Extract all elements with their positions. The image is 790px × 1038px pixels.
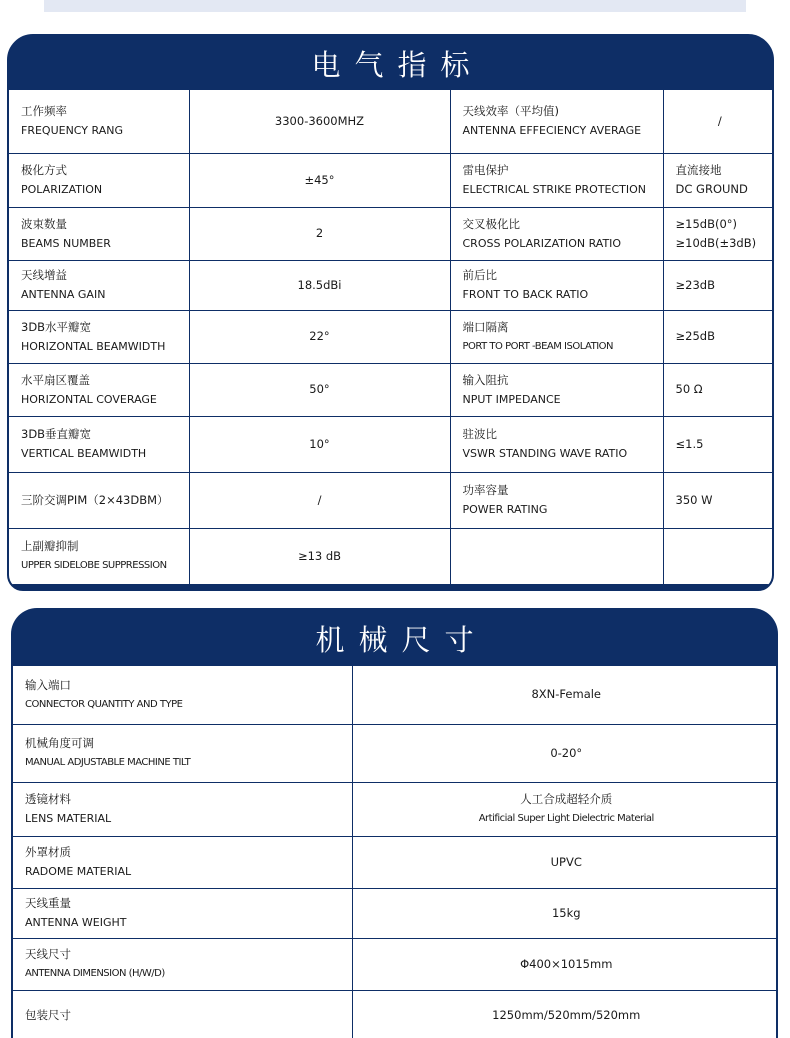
spec-label-en: UPPER SIDELOBE SUPPRESSION xyxy=(21,560,167,571)
spec-value xyxy=(189,528,450,584)
spec-value xyxy=(352,836,778,888)
spec-label-cn: 天线增益 xyxy=(21,268,67,282)
spec-label xyxy=(450,207,663,260)
spec-value xyxy=(189,363,450,416)
spec-label-en: VERTICAL BEAMWIDTH xyxy=(21,447,147,460)
spec-label-en: LENS MATERIAL xyxy=(25,812,112,825)
spec-value-text: 50° xyxy=(309,382,330,396)
spec-label xyxy=(450,310,663,363)
mechanical-section-title: 机械尺寸 xyxy=(315,622,488,657)
spec-label xyxy=(13,836,352,888)
spec-label-cn: 3DB垂直瓣宽 xyxy=(21,427,92,441)
spec-label xyxy=(450,528,663,584)
spec-label-cn: 3DB水平瓣宽 xyxy=(21,319,92,334)
spec-label xyxy=(9,153,189,207)
spec-label xyxy=(9,416,189,472)
spec-label-cn: 天线重量 xyxy=(25,896,71,910)
spec-label xyxy=(450,363,663,416)
mechanical-spec-table xyxy=(13,666,776,1038)
spec-label-cn: 水平扇区覆盖 xyxy=(21,372,90,387)
spec-label-en: POLARIZATION xyxy=(21,183,103,196)
spec-label-en: FREQUENCY RANG xyxy=(21,124,123,138)
spec-value-text: Φ400×1015mm xyxy=(520,956,613,971)
spec-value xyxy=(663,363,774,416)
spec-label-cn: 波束数量 xyxy=(21,216,67,231)
spec-value xyxy=(189,416,450,472)
spec-value xyxy=(663,207,774,260)
spec-label-cn: 输入阻抗 xyxy=(462,372,509,387)
spec-row xyxy=(9,90,774,153)
spec-label-en: ANTENNA DIMENSION (H/W/D) xyxy=(25,968,165,979)
spec-value-text: 人工合成超轻介质 xyxy=(520,792,613,806)
spec-label xyxy=(13,938,352,990)
spec-value xyxy=(189,153,450,207)
spec-row xyxy=(9,528,774,584)
spec-label xyxy=(13,666,352,724)
spec-value xyxy=(663,472,774,528)
spec-value-text: ≥13 dB xyxy=(297,548,342,563)
spec-value xyxy=(189,472,450,528)
spec-value-text: 22° xyxy=(309,329,330,343)
spec-label-en: PORT TO PORT -BEAM ISOLATION xyxy=(462,340,613,352)
spec-value xyxy=(189,90,450,153)
spec-label-en: BEAMS NUMBER xyxy=(21,236,111,250)
spec-label-cn: 外罩材质 xyxy=(25,845,71,859)
spec-row xyxy=(9,310,774,363)
spec-value-text: ≥15dB(0°) xyxy=(675,216,737,231)
spec-row xyxy=(9,153,774,207)
spec-label-cn: 输入端口 xyxy=(25,677,71,692)
spec-label-cn: 天线效率（平均值) xyxy=(462,104,559,119)
spec-label xyxy=(9,363,189,416)
spec-value xyxy=(663,260,774,310)
spec-label-cn: 前后比 xyxy=(462,268,497,282)
spec-label xyxy=(13,990,352,1038)
spec-value-text: 直流接地 xyxy=(675,163,722,177)
spec-row xyxy=(9,260,774,310)
spec-label xyxy=(9,472,189,528)
spec-row xyxy=(13,888,778,938)
spec-value-text: 10° xyxy=(309,436,330,451)
top-banner-strip xyxy=(44,0,746,12)
spec-value-text: ±45° xyxy=(304,172,335,187)
spec-value-text: ≥23dB xyxy=(675,277,715,292)
spec-value xyxy=(352,888,778,938)
spec-label-cn: 交叉极化比 xyxy=(462,216,520,231)
spec-value xyxy=(352,666,778,724)
spec-label-cn: 三阶交调PIM（2×43DBM） xyxy=(21,492,169,507)
spec-row xyxy=(13,938,778,990)
spec-value-text: 15kg xyxy=(551,905,581,920)
spec-label-en: CONNECTOR QUANTITY AND TYPE xyxy=(25,698,183,710)
spec-label xyxy=(450,472,663,528)
spec-value-text: UPVC xyxy=(550,854,582,869)
spec-label xyxy=(450,153,663,207)
spec-value-text: 2 xyxy=(315,226,324,240)
spec-row xyxy=(9,416,774,472)
spec-value-text: Artificial Super Light Dielectric Material xyxy=(478,813,654,824)
spec-value xyxy=(352,990,778,1038)
spec-label-en: FRONT TO BACK RATIO xyxy=(462,288,589,301)
spec-label xyxy=(9,90,189,153)
spec-label-cn: 上副瓣抑制 xyxy=(21,539,79,553)
spec-value xyxy=(189,260,450,310)
spec-row xyxy=(13,836,778,888)
spec-label-en: ANTENNA WEIGHT xyxy=(25,916,127,929)
spec-value-text: 18.5dBi xyxy=(297,277,342,292)
spec-label xyxy=(450,90,663,153)
spec-label-en: VSWR STANDING WAVE RATIO xyxy=(462,447,628,460)
spec-row xyxy=(13,666,778,724)
spec-label-cn: 雷电保护 xyxy=(462,163,509,177)
spec-value xyxy=(189,207,450,260)
spec-label-cn: 功率容量 xyxy=(462,483,509,497)
spec-value-text: 350 W xyxy=(675,492,713,507)
spec-value xyxy=(663,90,774,153)
spec-label xyxy=(9,207,189,260)
spec-label xyxy=(9,310,189,363)
spec-value-text: DC GROUND xyxy=(675,182,748,196)
spec-label-cn: 工作频率 xyxy=(21,104,67,119)
spec-value xyxy=(663,310,774,363)
spec-value xyxy=(189,310,450,363)
spec-row xyxy=(13,990,778,1038)
spec-row xyxy=(13,782,778,836)
spec-value-text: 0-20° xyxy=(550,745,583,760)
spec-value-text: 3300-3600MHZ xyxy=(274,113,365,128)
spec-label-cn: 极化方式 xyxy=(21,163,67,177)
spec-label-cn: 透镜材料 xyxy=(25,792,71,806)
spec-row xyxy=(13,724,778,782)
spec-label xyxy=(450,260,663,310)
spec-value xyxy=(352,724,778,782)
spec-value-text: / xyxy=(317,492,322,507)
spec-label xyxy=(450,416,663,472)
spec-label-en: HORIZONTAL COVERAGE xyxy=(21,392,157,406)
spec-value xyxy=(352,938,778,990)
spec-label xyxy=(13,724,352,782)
spec-label xyxy=(9,260,189,310)
spec-label-en: ANTENNA GAIN xyxy=(21,288,106,301)
spec-label-en: POWER RATING xyxy=(462,503,548,516)
spec-label-cn: 天线尺寸 xyxy=(25,947,71,961)
spec-label-cn: 机械角度可调 xyxy=(25,736,94,750)
spec-label xyxy=(13,888,352,938)
electrical-spec-table xyxy=(9,90,772,585)
spec-value-text: ≤1.5 xyxy=(675,436,704,451)
electrical-spec-section xyxy=(7,34,774,591)
spec-label-en: RADOME MATERIAL xyxy=(25,865,132,878)
spec-label-en: HORIZONTAL BEAMWIDTH xyxy=(21,339,166,353)
spec-value xyxy=(663,153,774,207)
spec-value-text: 1250mm/520mm/520mm xyxy=(492,1007,641,1022)
spec-label-cn: 包装尺寸 xyxy=(25,1007,71,1022)
spec-row xyxy=(9,207,774,260)
spec-value-text: ≥10dB(±3dB) xyxy=(675,235,757,250)
spec-label-en: MANUAL ADJUSTABLE MACHINE TILT xyxy=(25,757,191,768)
spec-label xyxy=(13,782,352,836)
electrical-section-title: 电气指标 xyxy=(311,47,484,82)
spec-label-en: ANTENNA EFFECIENCY AVERAGE xyxy=(462,124,642,138)
spec-label-en: NPUT IMPEDANCE xyxy=(462,392,561,406)
spec-label xyxy=(9,528,189,584)
spec-row xyxy=(9,363,774,416)
spec-value-text: ≥25dB xyxy=(675,329,715,343)
spec-label-cn: 端口隔离 xyxy=(462,319,509,334)
spec-value xyxy=(663,528,774,584)
mechanical-spec-section xyxy=(11,608,778,1038)
spec-value xyxy=(352,782,778,836)
spec-value-text: 8XN-Female xyxy=(531,687,602,702)
spec-value-text: / xyxy=(717,113,722,128)
spec-label-en: CROSS POLARIZATION RATIO xyxy=(462,236,622,250)
spec-row xyxy=(9,472,774,528)
spec-value xyxy=(663,416,774,472)
spec-label-cn: 驻波比 xyxy=(462,427,497,441)
spec-value-text: 50 Ω xyxy=(675,382,703,396)
spec-label-en: ELECTRICAL STRIKE PROTECTION xyxy=(462,183,647,196)
